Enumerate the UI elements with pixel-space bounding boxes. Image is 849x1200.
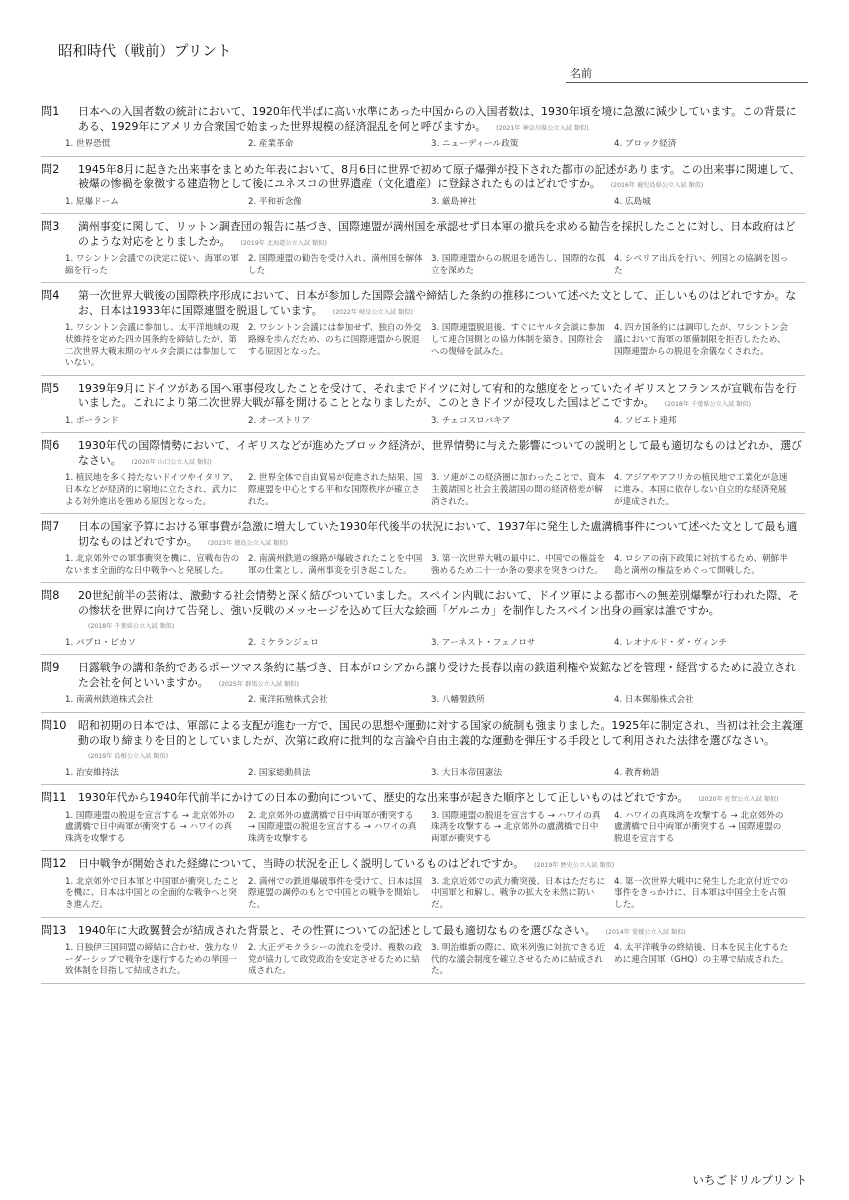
answer-option[interactable]: 1. 治安維持法 bbox=[65, 767, 119, 778]
answer-option[interactable]: 2. 世界全体で自由貿易が促進された結果、国際連盟を中心とする平和な国際秩序が確立された。 bbox=[248, 473, 423, 507]
question-text: 昭和初期の日本では、軍部による支配が進む一方で、国民の思想や運動に対する国家の統制も強まりました。1925年に制定され、当初は社会主義運動の取り締まりを目的としていましたが、次第に政府に批判的な言論や自由主義的な運動を弾圧する手段として利用された法律を選びなさい。 bbox=[78, 719, 804, 747]
question-source: (2020年 佐賀公立入試 類似) bbox=[698, 796, 779, 804]
question-source: (2019年 歴史公立入試 類似) bbox=[534, 862, 615, 870]
answer-option[interactable]: 4. 教育勅語 bbox=[614, 767, 660, 778]
question-header bbox=[41, 520, 805, 551]
question-number: 問4 bbox=[41, 289, 60, 303]
question-text: 日本への入国者数の統計において、1920年代半ばに高い水準にあった中国からの入国者数は、1930年頃を境に急激に減少しています。この背景にある、1929年にアメリカ合衆国で始まった世界規模の経済混乱を何と呼びますか。 bbox=[78, 105, 797, 133]
question-block bbox=[41, 283, 805, 375]
answer-option[interactable]: 2. 南満州鉄道の線路が爆破されたことを中国軍の仕業とし、満州事変を引き起こした。 bbox=[248, 554, 423, 576]
question-source: (2021年 神奈川県公立入試 類似) bbox=[496, 124, 589, 132]
answer-option[interactable]: 2. 平和祈念像 bbox=[248, 196, 302, 207]
question-number: 問1 bbox=[41, 105, 60, 118]
question-header bbox=[41, 289, 805, 320]
answer-options bbox=[41, 768, 805, 780]
answer-option[interactable]: 4. アジアやアフリカの植民地で工業化が急速に進み、本国に依存しない自立的な経済発展が達成された。 bbox=[614, 473, 788, 507]
answer-option[interactable]: 3. アーネスト・フェノロサ bbox=[431, 637, 536, 648]
question-source: (2023年 徳島公立入試 類似) bbox=[207, 539, 289, 547]
answer-option[interactable]: 3. チェコスロバキア bbox=[431, 415, 511, 426]
answer-option[interactable]: 2. 満州での鉄道爆破事件を受けて、日本は国際連盟の調停のもとで中国との戦争を開始した。 bbox=[248, 876, 423, 911]
question-block bbox=[41, 583, 805, 655]
answer-option[interactable]: 4. 第一次世界大戦中に発生した北京付近での事件をきっかけに、日本軍は中国全土を占領した。 bbox=[614, 876, 789, 911]
page-title: 昭和時代（戦前）プリント bbox=[58, 44, 232, 60]
answer-option[interactable]: 3. 厳島神社 bbox=[431, 196, 477, 207]
question-source: (2016年 鹿児島県公立入試 類似) bbox=[610, 182, 704, 190]
answer-options bbox=[41, 554, 805, 577]
question-text: 1930年代から1940年代前半にかけての日本の動向について、歴史的な出来事が起きた順序として正しいものはどれですか。 bbox=[78, 791, 689, 805]
question-text: 20世紀前半の芸術は、激動する社会情勢と深く結びついていました。スペイン内戦において、ドイツ軍による都市への無差別爆撃が行われた際、その惨状を世界に向けて告発し、強い反戦のメッセージを込めて巨大な絵画「ゲルニカ」を制作したスペイン出身の画家は誰ですか。 bbox=[78, 589, 799, 617]
question-block bbox=[41, 655, 805, 713]
question-text-container bbox=[78, 661, 805, 692]
answer-option[interactable]: 3. 国際連盟脱退後、すぐにヤルタ会談に参加して連合国側との協力体制を築き、国際社会への復帰を試みた。 bbox=[431, 323, 605, 357]
question-source: (2014年 愛媛公立入試 類似) bbox=[605, 928, 686, 936]
question-header bbox=[41, 589, 805, 635]
answer-options bbox=[41, 695, 805, 707]
question-header bbox=[41, 719, 805, 765]
question-block bbox=[41, 851, 805, 917]
answer-option[interactable]: 1. ワシントン会議での決定に従い、海軍の軍縮を行った bbox=[65, 254, 239, 276]
answer-option[interactable]: 2. 産業革命 bbox=[248, 139, 294, 149]
answer-option[interactable]: 3. 国際連盟からの脱退を通告し、国際的な孤立を深めた bbox=[431, 254, 606, 276]
question-header bbox=[41, 105, 805, 136]
answer-option[interactable]: 3. 明治維新の際に、欧米列強に対抗できる近代的な議会制度を確立させるために結成された。 bbox=[431, 943, 606, 977]
answer-option[interactable]: 2. 東洋拓殖株式会社 bbox=[248, 695, 328, 706]
question-block bbox=[41, 433, 805, 514]
question-source: (2018年 千葉県公立入試 類似) bbox=[88, 623, 175, 631]
answer-option[interactable]: 2. 北京郊外の盧溝橋で日中両軍が衝突する → 国際連盟の脱退を宣言する → ハワイの真珠湾を攻撃する bbox=[248, 810, 417, 844]
question-block bbox=[41, 98, 805, 157]
question-text: 1940年に大政翼賛会が結成された背景と、その性質についての記述として最も適切なものを選びなさい。 bbox=[78, 923, 596, 937]
question-text-container bbox=[78, 163, 805, 194]
answer-option[interactable]: 3. 八幡製鉄所 bbox=[431, 695, 485, 706]
answer-option[interactable]: 4. 広島城 bbox=[614, 196, 651, 207]
question-block bbox=[41, 713, 805, 785]
question-text-container bbox=[78, 589, 805, 635]
answer-options bbox=[41, 943, 805, 978]
question-text-container bbox=[78, 520, 805, 551]
question-block bbox=[41, 785, 805, 851]
question-text-container bbox=[78, 924, 805, 941]
answer-option[interactable]: 1. ワシントン会議に参加し、太平洋地域の現状維持を定めた四カ国条約を締結したが、第二次世界大戦末期のヤルタ会談には参加していない。 bbox=[65, 323, 239, 369]
answer-option[interactable]: 4. 日本郵船株式会社 bbox=[614, 695, 694, 706]
question-source: (2020年 山口公立入試 類似) bbox=[131, 458, 212, 466]
question-number: 問12 bbox=[41, 857, 67, 871]
answer-options bbox=[41, 811, 805, 846]
answer-option[interactable]: 3. 第一次世界大戦の最中に、中国での権益を強めるため二十一か条の要求を突きつけた。 bbox=[431, 554, 606, 576]
question-header bbox=[41, 163, 805, 194]
question-text: 日露戦争の講和条約であるポーツマス条約に基づき、日本がロシアから譲り受けた長春以南の鉄道利権や炭鉱などを管理・経営するために設立された会社を何といいますか。 bbox=[78, 661, 796, 689]
answer-option[interactable]: 2. 国際連盟の勧告を受け入れ、満州国を解体した bbox=[248, 254, 423, 276]
answer-option[interactable]: 1. 北京郊外での軍事衝突を機に、宣戦布告のないまま全面的な日中戦争へと発展した。 bbox=[65, 554, 240, 576]
name-field[interactable] bbox=[566, 62, 808, 83]
answer-options bbox=[41, 638, 805, 650]
question-text: 1945年8月に起きた出来事をまとめた年表において、8月6日に世界で初めて原子爆弾が投下された都市の記述があります。この出来事に関連して、被爆の惨禍を象徴する建造物として後にユネスコの世界遺産（文化遺産）に登録されたものはどれですか。 bbox=[78, 162, 801, 191]
answer-options bbox=[41, 416, 805, 428]
answer-option[interactable]: 4. レオナルド・ダ・ヴィンチ bbox=[614, 637, 728, 648]
answer-option[interactable]: 3. 大日本帝国憲法 bbox=[431, 767, 503, 778]
question-header bbox=[41, 661, 805, 692]
question-text-container bbox=[78, 719, 805, 765]
answer-option[interactable]: 1. 南満州鉄道株式会社 bbox=[65, 695, 154, 706]
question-source: (2022年 岐阜公立入試 類似) bbox=[332, 308, 413, 316]
question-number: 問10 bbox=[41, 719, 67, 732]
answer-options bbox=[41, 197, 805, 209]
answer-option[interactable]: 4. 四カ国条約には調印したが、ワシントン会議において海軍の軍備制限を拒否したため、国際連盟からの脱退を余儀なくされた。 bbox=[614, 323, 788, 357]
question-text-container bbox=[78, 439, 805, 470]
answer-option[interactable]: 1. 北京郊外で日本軍と中国軍が衝突したことを機に、日本は中国との全面的な戦争へと突き進んだ。 bbox=[65, 876, 240, 911]
question-number: 問6 bbox=[41, 439, 60, 453]
question-block bbox=[41, 214, 805, 283]
question-number: 問9 bbox=[41, 661, 60, 675]
question-number: 問11 bbox=[41, 791, 67, 805]
answer-option[interactable]: 3. 国際連盟の脱退を宣言する → ハワイの真珠湾を攻撃する → 北京郊外の盧溝橋で日中両軍が衝突する bbox=[431, 810, 601, 844]
question-number: 問5 bbox=[41, 381, 60, 395]
footer-brand: いちごドリルプリント bbox=[692, 1173, 807, 1187]
answer-option[interactable]: 1. 日独伊三国同盟の締結に合わせ、強力なリーダーシップで戦争を遂行するための挙国一致体制を目指して結成された。 bbox=[65, 943, 239, 977]
question-header bbox=[41, 382, 805, 413]
answer-option[interactable]: 1. パブロ・ピカソ bbox=[65, 637, 137, 648]
question-list bbox=[41, 98, 805, 984]
question-number: 問3 bbox=[41, 220, 60, 234]
answer-option[interactable]: 3. ソ連がこの経済圏に加わったことで、資本主義諸国と社会主義諸国の間の経済格差が解消された。 bbox=[431, 473, 605, 507]
answer-options bbox=[41, 139, 805, 151]
question-block bbox=[41, 918, 805, 984]
answer-options bbox=[41, 323, 805, 369]
question-header bbox=[41, 924, 805, 941]
answer-option[interactable]: 1. 国際連盟の脱退を宣言する → 北京郊外の盧溝橋で日中両軍が衝突する → ハワイの真珠湾を攻撃する bbox=[65, 810, 235, 844]
question-text: 日中戦争が開始された経緯について、当時の状況を正しく説明しているものはどれですか。 bbox=[78, 857, 525, 871]
answer-option[interactable]: 1. 原爆ドーム bbox=[65, 196, 119, 207]
question-source: (2019年 島根公立入試 類似) bbox=[88, 753, 169, 760]
answer-option[interactable]: 4. ブロック経済 bbox=[614, 139, 677, 149]
question-block bbox=[41, 157, 805, 215]
answer-option[interactable]: 4. ロシアの南下政策に対抗するため、朝鮮半島と満州の権益をめぐって開戦した。 bbox=[614, 554, 788, 576]
question-text-container bbox=[78, 105, 805, 136]
question-number: 問13 bbox=[41, 923, 67, 937]
question-block bbox=[41, 514, 805, 583]
answer-option[interactable]: 1. 植民地を多く持たないドイツやイタリア、日本などが経済的に窮地に立たされ、武力による対外進出を強める原因となった。 bbox=[65, 473, 239, 507]
question-source: (2019年 北海道公立入試 類似) bbox=[240, 239, 327, 247]
answer-option[interactable]: 2. オーストリア bbox=[248, 415, 311, 426]
question-block bbox=[41, 376, 805, 434]
answer-options bbox=[41, 254, 805, 277]
answer-option[interactable]: 1. ポーランド bbox=[65, 415, 119, 426]
question-text-container bbox=[78, 289, 805, 320]
question-header bbox=[41, 439, 805, 470]
answer-options bbox=[41, 877, 805, 912]
answer-option[interactable]: 3. ニューディール政策 bbox=[431, 139, 519, 149]
answer-option[interactable]: 4. シベリア出兵を行い、列国との協調を図った bbox=[614, 254, 789, 276]
answer-option[interactable]: 1. 世界恐慌 bbox=[65, 139, 111, 149]
question-header bbox=[41, 220, 805, 251]
question-number: 問2 bbox=[41, 162, 60, 176]
question-text-container bbox=[78, 382, 805, 413]
name-label: 名前 bbox=[570, 67, 592, 80]
answer-option[interactable]: 2. ワシントン会議には参加せず、独自の外交路線を歩んだため、のちに国際連盟から脱退する原因となった。 bbox=[248, 323, 422, 357]
question-text-container bbox=[78, 791, 805, 808]
answer-option[interactable]: 4. 太平洋戦争の終結後、日本を民主化するために連合国軍（GHQ）の主導で結成された。 bbox=[614, 943, 789, 965]
question-number: 問8 bbox=[41, 589, 60, 603]
question-header bbox=[41, 791, 805, 808]
question-text: 1930年代の国際情勢において、イギリスなどが進めたブロック経済が、世界情勢に与えた影響についての説明として最も適切なものはどれか、選びなさい。 bbox=[78, 439, 802, 467]
question-header bbox=[41, 857, 805, 874]
answer-options bbox=[41, 473, 805, 508]
question-number: 問7 bbox=[41, 520, 60, 534]
question-text: 満州事変に関して、リットン調査団の報告に基づき、国際連盟が満州国を承認せず日本軍の撤兵を求める勧告を採択したことに対し、日本政府はどのような対応をとりましたか。 bbox=[78, 220, 796, 248]
answer-option[interactable]: 4. ソビエト連邦 bbox=[614, 415, 677, 426]
answer-option[interactable]: 4. ハワイの真珠湾を攻撃する → 北京郊外の盧溝橋で日中両軍が衝突する → 国際連盟の脱退を宣言する bbox=[614, 810, 784, 844]
answer-option[interactable]: 2. ミケランジェロ bbox=[248, 637, 319, 648]
answer-option[interactable]: 3. 北京近郊での武力衝突後、日本はただちに中国軍と和解し、戦争の拡大を未然に防いだ。 bbox=[431, 876, 606, 911]
question-text-container bbox=[78, 220, 805, 251]
question-text: 1939年9月にドイツがある国へ軍事侵攻したことを受けて、それまでドイツに対して宥和的な態度をとっていたイギリスとフランスが宣戦布告を行いました。これにより第二次世界大戦が幕を開けることとなりましたが、このときドイツが侵攻した国はどこですか。 bbox=[78, 381, 797, 410]
answer-option[interactable]: 2. 大正デモクラシーの流れを受け、複数の政党が協力して政党政治を安定させるために結成された。 bbox=[248, 943, 422, 977]
question-text: 第一次世界大戦後の国際秩序形成において、日本が参加した国際会議や締結した条約の推移について述べた文として、正しいものはどれですか。なお、日本は1933年に国際連盟を脱退しています。 bbox=[78, 289, 797, 317]
answer-option[interactable]: 2. 国家総動員法 bbox=[248, 767, 311, 778]
question-source: (2018年 千葉県公立入試 類似) bbox=[664, 401, 752, 409]
question-text: 日本の国家予算における軍事費が急激に増大していた1930年代後半の状況において、1937年に発生した盧溝橋事件について述べた文として最も適切なものはどれですか。 bbox=[78, 520, 798, 548]
question-text-container bbox=[78, 857, 805, 874]
question-source: (2025年 群馬公立入試 類似) bbox=[218, 680, 299, 688]
